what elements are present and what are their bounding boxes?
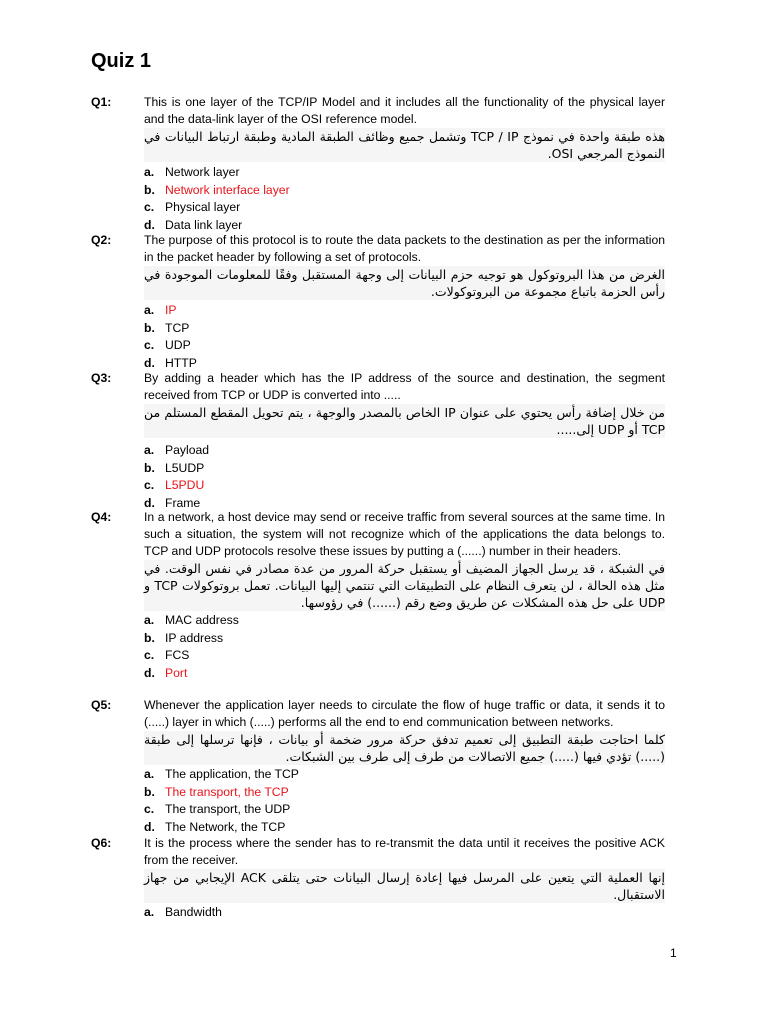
question-1 [91, 94, 665, 234]
option: a. Payload [144, 443, 210, 457]
question-number: Q2: [91, 233, 112, 247]
option-correct: d. Port [144, 665, 188, 680]
option: b. L5UDP [144, 460, 205, 475]
question-4 [91, 509, 665, 682]
options-list [144, 302, 665, 372]
option-correct: a. IP [144, 303, 177, 317]
question-text-en: In a network, a host device may send or receive traffic from several sources at the same time. In such a situation, the system will not recognize which of the applications the data belongs to. TCP and UDP protocols resolve these issues by putting a (......) number in their headers. [144, 510, 665, 558]
question-5 [91, 697, 665, 836]
option: c. FCS [144, 648, 190, 663]
question-number: Q4: [91, 510, 112, 524]
option: c. The transport, the UDP [144, 802, 291, 817]
option: c. UDP [144, 338, 191, 353]
options-list [144, 442, 665, 512]
question-text-ar: هذه طبقة واحدة في نموذج TCP / IP وتشمل جميع وظائف الطبقة المادية وطبقة ارتباط البيانات في النموذج المرجعي OSI. [144, 129, 666, 161]
question-number: Q6: [91, 836, 112, 850]
question-3 [91, 370, 665, 512]
question-6 [91, 835, 665, 922]
option: d. Frame [144, 495, 201, 510]
question-text-ar: من خلال إضافة رأس يحتوي على عنوان IP الخاص بالمصدر والوجهة ، يتم تحويل المقطع المستلم من TCP أو UDP إلى..... [144, 405, 665, 437]
option: d. Data link layer [144, 217, 243, 232]
options-list [144, 766, 665, 836]
question-text-ar: الغرض من هذا البروتوكول هو توجيه حزم البيانات إلى وجهة المستقبل وفقًا للمعلومات الموجودة في رأس الحزمة باتباع مجموعة من البروتوكولات. [144, 267, 665, 299]
question-number: Q5: [91, 698, 112, 712]
option: d. HTTP [144, 355, 197, 370]
question-2 [91, 232, 665, 372]
question-text-en: Whenever the application layer needs to circulate the flow of huge traffic or data, it sends it to (.....) layer in which (.....) performs all the end to end communication between networks. [144, 698, 665, 729]
question-number: Q3: [91, 371, 112, 385]
question-number: Q1: [91, 95, 112, 109]
option: d. The Network, the TCP [144, 819, 286, 834]
options-list [144, 164, 665, 234]
option-correct: c. L5PDU [144, 478, 205, 493]
question-text-en: This is one layer of the TCP/IP Model and it includes all the functionality of the physical layer and the data-link layer of the OSI reference model. [144, 95, 665, 126]
option: a. Bandwidth [144, 905, 222, 919]
option-correct: b. Network interface layer [144, 182, 290, 197]
option: a. MAC address [144, 613, 239, 627]
question-text-ar: في الشبكة ، قد يرسل الجهاز المضيف أو يستقبل حركة المرور من عدة مصادر في نفس الوقت. في مثل هذه الحالة ، لن يتعرف النظام على التطبيقات التي تنتمي إليها البيانات. تعمل بروتوكولات TCP و UDP على حل هذه المشكلات عن طريق وضع رقم (......) في رؤوسها. [144, 561, 665, 610]
question-text-en: By adding a header which has the IP address of the source and destination, the segment received from TCP or UDP is converted into ..... [144, 371, 665, 402]
option: b. TCP [144, 320, 190, 335]
option: a. The application, the TCP [144, 767, 299, 781]
page-title: Quiz 1 [91, 50, 152, 72]
option: b. IP address [144, 630, 224, 645]
options-list [144, 904, 665, 922]
question-text-en: It is the process where the sender has to re-transmit the data until it receives the positive ACK from the receiver. [144, 836, 665, 867]
option-correct: b. The transport, the TCP [144, 784, 289, 799]
question-text-en: The purpose of this protocol is to route the data packets to the destination as per the information in the packet header by following a set of protocols. [144, 233, 665, 264]
option: a. Network layer [144, 165, 240, 179]
page-number: 1 [670, 946, 677, 960]
option: c. Physical layer [144, 200, 241, 215]
options-list [144, 612, 665, 682]
question-text-ar: إنها العملية التي يتعين على المرسل فيها إعادة إرسال البيانات حتى يتلقى ACK الإيجابي من جهاز الاستقبال. [144, 870, 665, 902]
question-text-ar: كلما احتاجت طبقة التطبيق إلى تعميم تدفق حركة مرور ضخمة أو بيانات ، فإنها ترسلها إلى طبقة (.....) تؤدي فيها (.....) جميع الاتصالات من طرف إلى طرف بين الشبكات. [144, 732, 665, 764]
